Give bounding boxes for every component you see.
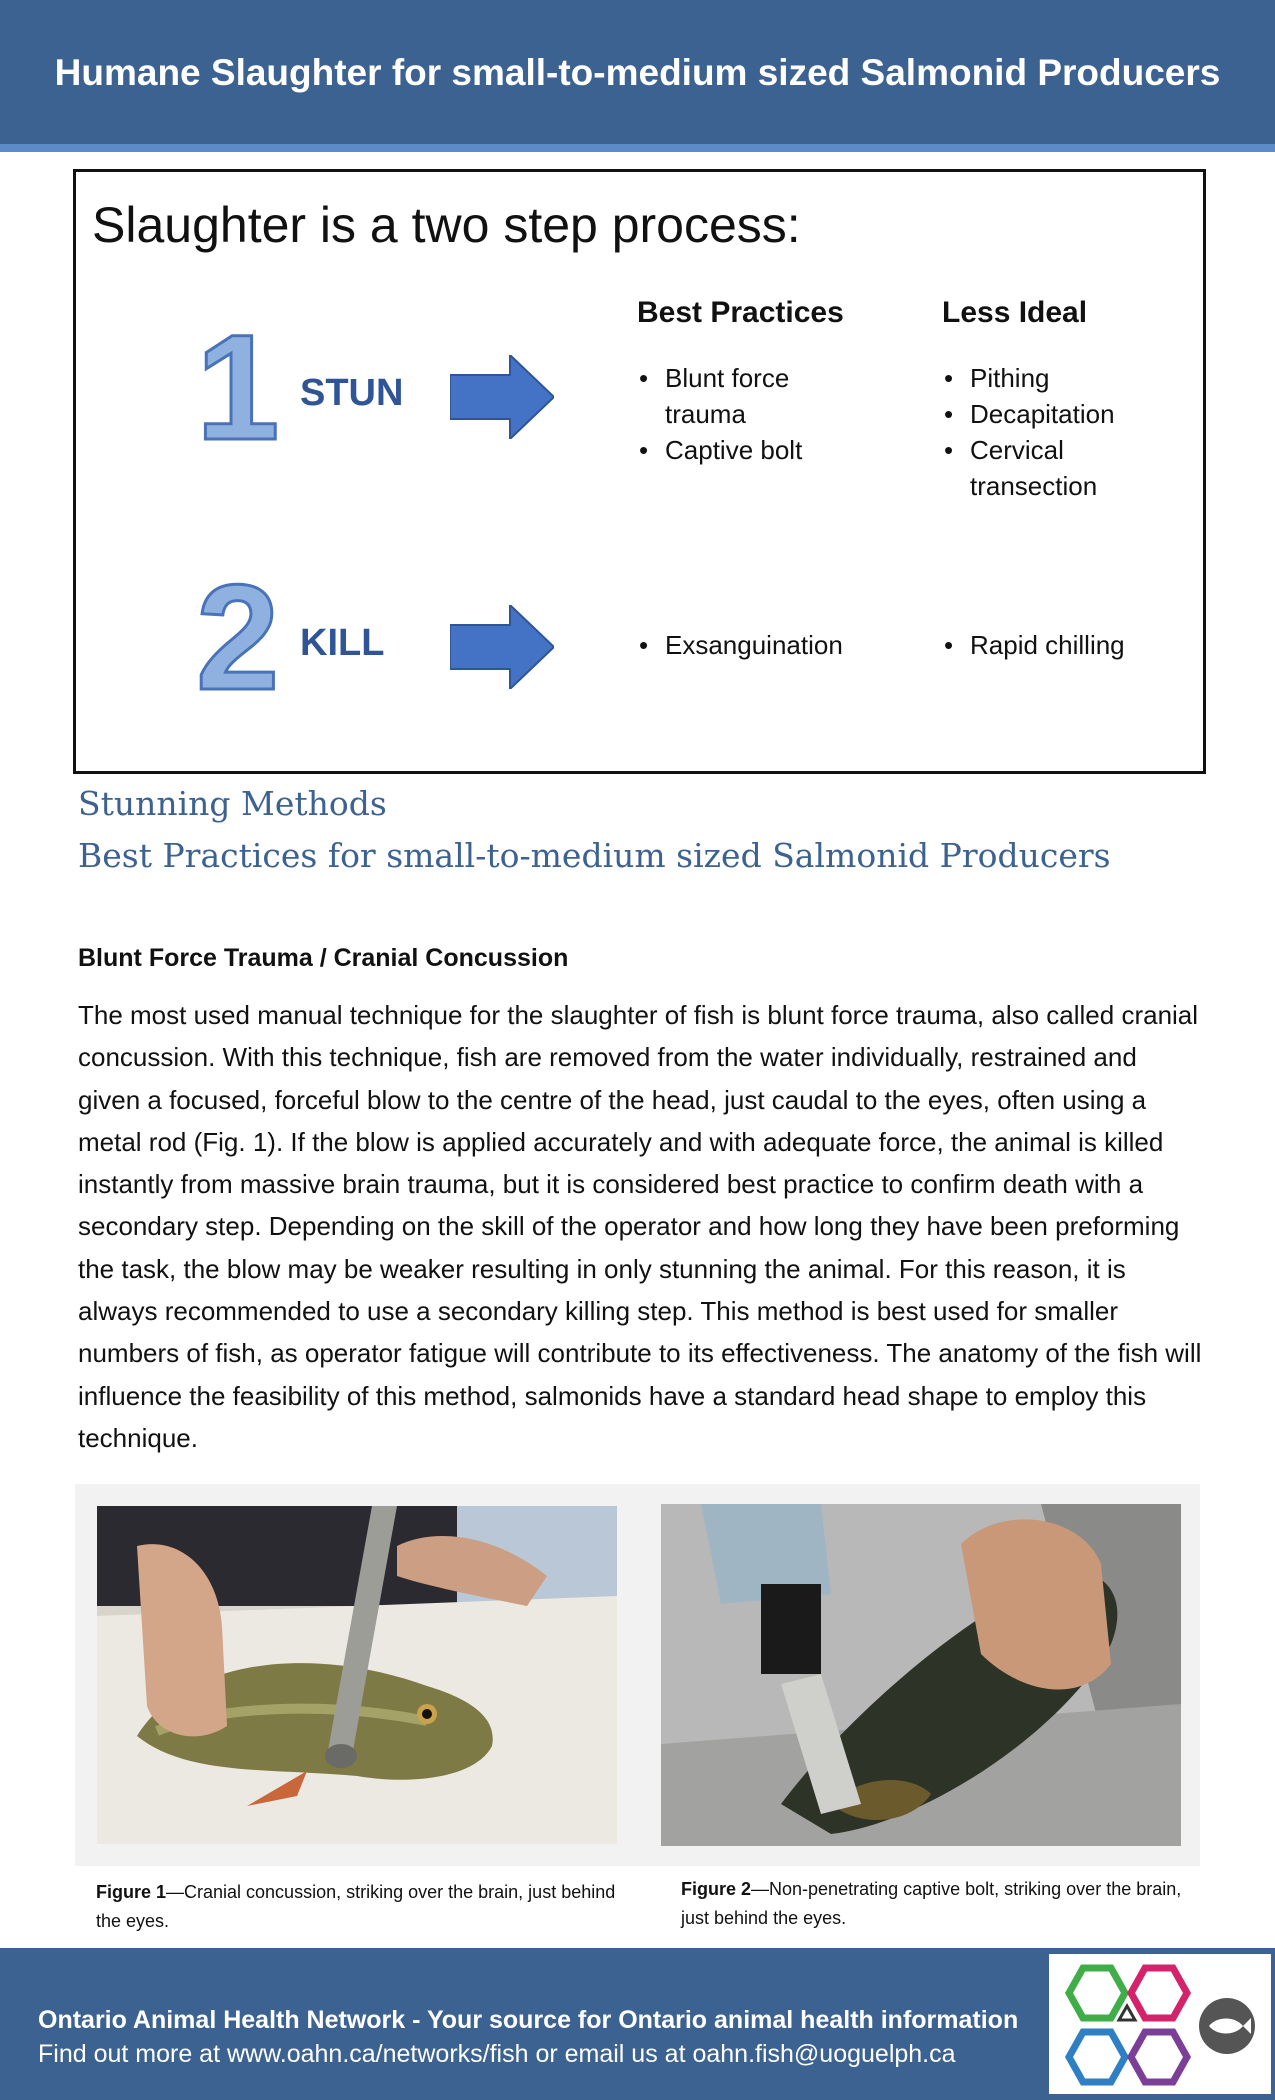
list-item: • Cervical transection: [942, 432, 1115, 504]
footer-contact: Find out more at www.oahn.ca/networks/fish or email us at oahn.fish@uoguelph.ca: [38, 2040, 956, 2068]
process-heading: Slaughter is a two step process:: [92, 197, 801, 253]
figure-1-photo: [97, 1506, 617, 1844]
kill-best-list: [637, 627, 843, 663]
figure-1-caption: Figure 1—Cranial concussion, striking over the brain, just behind the eyes.: [96, 1882, 616, 1931]
step-2-label: KILL: [300, 622, 385, 664]
page-header: [0, 0, 1275, 148]
right-arrow-icon: [450, 605, 554, 689]
page-footer: [0, 1948, 1275, 2100]
less-ideal-heading: Less Ideal: [942, 296, 1088, 329]
section-title: Stunning Methods: [78, 784, 387, 823]
stun-less-list: [942, 360, 1115, 504]
list-item: • Captive bolt: [637, 432, 802, 468]
best-practices-heading: Best Practices: [637, 296, 844, 329]
figure-2-caption: Figure 2—Non-penetrating captive bolt, striking over the brain, just behind the eyes.: [681, 1879, 1182, 1928]
list-item: • Decapitation: [942, 396, 1115, 432]
step-1-label: STUN: [300, 372, 404, 414]
section-subtitle: Best Practices for small-to-medium sized Salmonid Producers: [78, 836, 1111, 875]
method-paragraph: The most used manual technique for the slaughter of fish is blunt force trauma, also called cranial concussion. With this technique, fish are removed from the water individually, restrained and given a focused, forceful blow to the centre of the head, just caudal to the eyes, often using a metal rod (Fig. 1). If the blow is applied accurately and with adequate force, the animal is killed instantly from massive brain trauma, but it is considered best practice to confirm death with a secondary step. Depending on the skill of the operator and how long they have been preforming the task, the blow may be weaker resulting in only stunning the animal. For this reason, it is always recommended to use a secondary killing step. This method is best used for smaller numbers of fish, as operator fatigue will contribute to its effectiveness. The anatomy of the fish will influence the feasibility of this method, salmonids have a standard head shape to employ this technique.: [78, 1000, 1202, 1453]
header-stripe: [0, 144, 1275, 152]
step-1-number: 1: [196, 303, 280, 471]
list-item: • Exsanguination: [637, 627, 843, 663]
kill-less-list: [942, 627, 1125, 663]
figure-panel: [75, 1484, 1200, 1866]
list-item: • Rapid chilling: [942, 627, 1125, 663]
process-box: [73, 169, 1206, 774]
method-heading: Blunt Force Trauma / Cranial Concussion: [78, 944, 569, 972]
list-item: • Pithing: [942, 360, 1115, 396]
footer-tagline: Ontario Animal Health Network - Your source for Ontario animal health information: [38, 2006, 1019, 2034]
figure-2-photo: [661, 1504, 1181, 1846]
stun-best-list: [637, 360, 802, 468]
list-item: • Blunt force trauma: [637, 360, 802, 432]
oahn-logo-icon: [1049, 1954, 1271, 2094]
right-arrow-icon: [450, 355, 554, 439]
step-2-number: 2: [196, 553, 280, 721]
page-title: Humane Slaughter for small-to-medium sized Salmonid Producers: [54, 52, 1221, 93]
